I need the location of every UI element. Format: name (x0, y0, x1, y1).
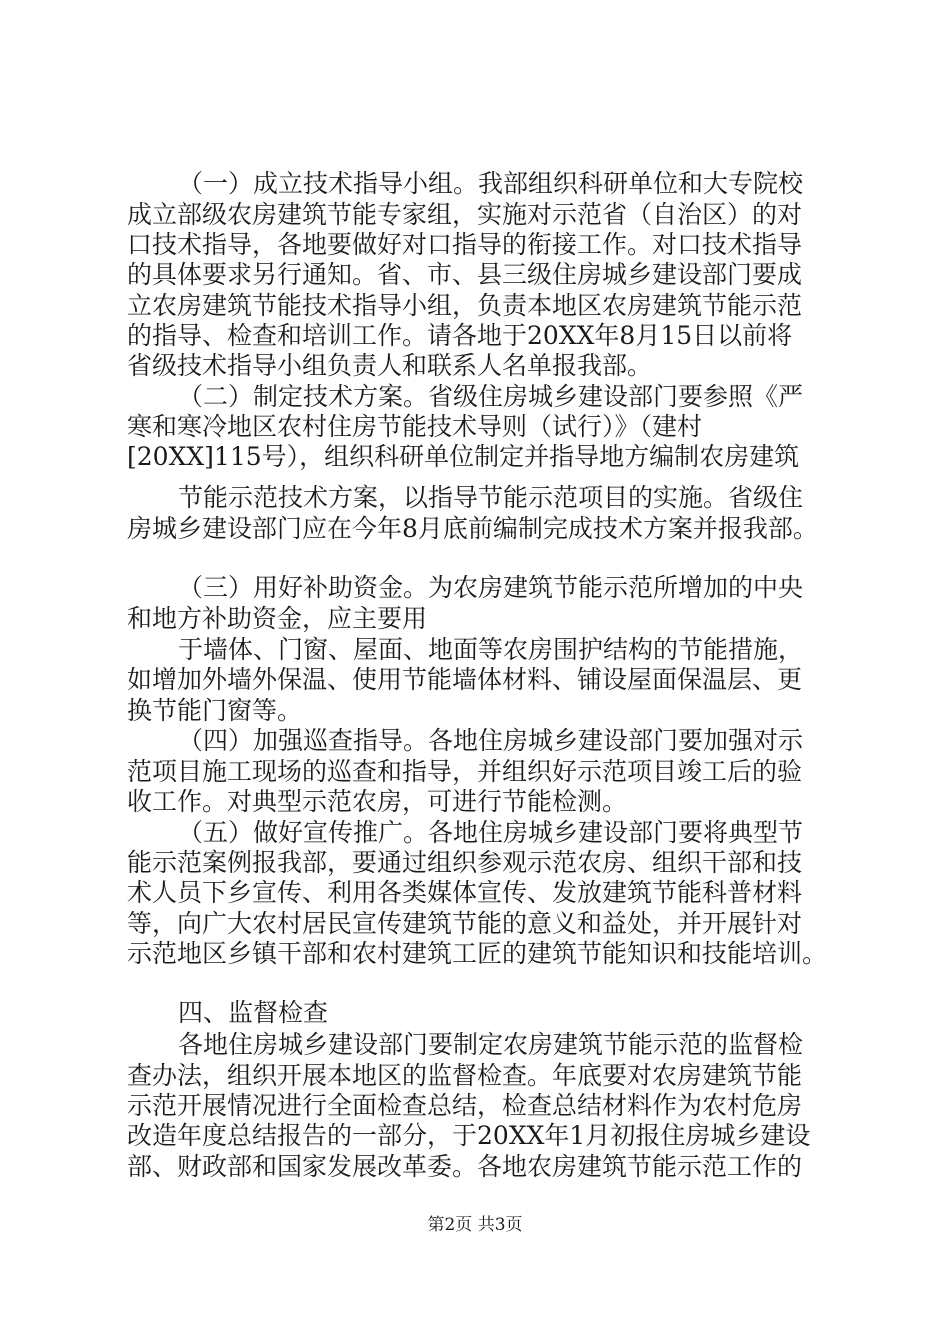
text-line: 成立部级农房建筑节能专家组，实施对示范省（自治区）的对 (127, 200, 803, 229)
text-line: （四）加强巡查指导。各地住房城乡建设部门要加强对示 (178, 726, 804, 755)
text-line: 立农房建筑节能技术指导小组，负责本地区农房建筑节能示范 (127, 291, 803, 320)
text-line: 示范地区乡镇干部和农村建筑工匠的建筑节能知识和技能培训。 (127, 939, 828, 968)
text-line: 术人员下乡宣传、利用各类媒体宣传、发放建筑节能科普材料 (127, 878, 803, 907)
text-line: 范项目施工现场的巡查和指导，并组织好示范项目竣工后的验 (127, 757, 803, 786)
page-footer: 第2页 共3页 (427, 1215, 523, 1235)
section-heading: 四、监督检查 (178, 998, 329, 1027)
text-line: （三）用好补助资金。为农房建筑节能示范所增加的中央 (178, 573, 804, 602)
text-line: [20XX]115号），组织科研单位制定并指导地方编制农房建筑 (127, 442, 800, 471)
text-line: （一）成立技术指导小组。我部组织科研单位和大专院校 (178, 169, 804, 198)
text-line: 的具体要求另行通知。省、市、县三级住房城乡建设部门要成 (127, 260, 803, 289)
text-line: 各地住房城乡建设部门要制定农房建筑节能示范的监督检 (178, 1030, 804, 1059)
text-line: 换节能门窗等。 (127, 696, 303, 725)
text-line: 省级技术指导小组负责人和联系人名单报我部。 (127, 351, 653, 380)
text-line: 和地方补助资金，应主要用 (127, 604, 428, 633)
text-line: （二）制定技术方案。省级住房城乡建设部门要参照《严 (178, 382, 804, 411)
text-line: 的指导、检查和培训工作。请各地于20XX年8月15日以前将 (127, 321, 793, 350)
text-line: 查办法，组织开展本地区的监督检查。年底要对农房建筑节能 (127, 1061, 803, 1090)
text-line: 部、财政部和国家发展改革委。各地农房建筑节能示范工作的 (127, 1152, 803, 1181)
text-line: 收工作。对典型示范农房，可进行节能检测。 (127, 787, 628, 816)
text-line: 示范开展情况进行全面检查总结，检查总结材料作为农村危房 (127, 1091, 803, 1120)
text-line: 于墙体、门窗、屋面、地面等农房围护结构的节能措施， (178, 635, 804, 664)
text-line: 改造年度总结报告的一部分，于20XX年1月初报住房城乡建设 (127, 1121, 811, 1150)
text-line: 口技术指导，各地要做好对口指导的衔接工作。对口技术指导 (127, 230, 803, 259)
text-line: 等，向广大农村居民宣传建筑节能的意义和益处，并开展针对 (127, 909, 803, 938)
text-line: （五）做好宣传推广。各地住房城乡建设部门要将典型节 (178, 818, 804, 847)
text-line: 能示范案例报我部，要通过组织参观示范农房、组织干部和技 (127, 848, 803, 877)
text-line: 寒和寒冷地区农村住房节能技术导则（试行）》（建村 (127, 412, 703, 441)
text-line: 房城乡建设部门应在今年8月底前编制完成技术方案并报我部。 (127, 514, 818, 543)
text-line: 如增加外墙外保温、使用节能墙体材料、铺设屋面保温层、更 (127, 665, 803, 694)
text-line: 节能示范技术方案，以指导节能示范项目的实施。省级住 (178, 483, 804, 512)
